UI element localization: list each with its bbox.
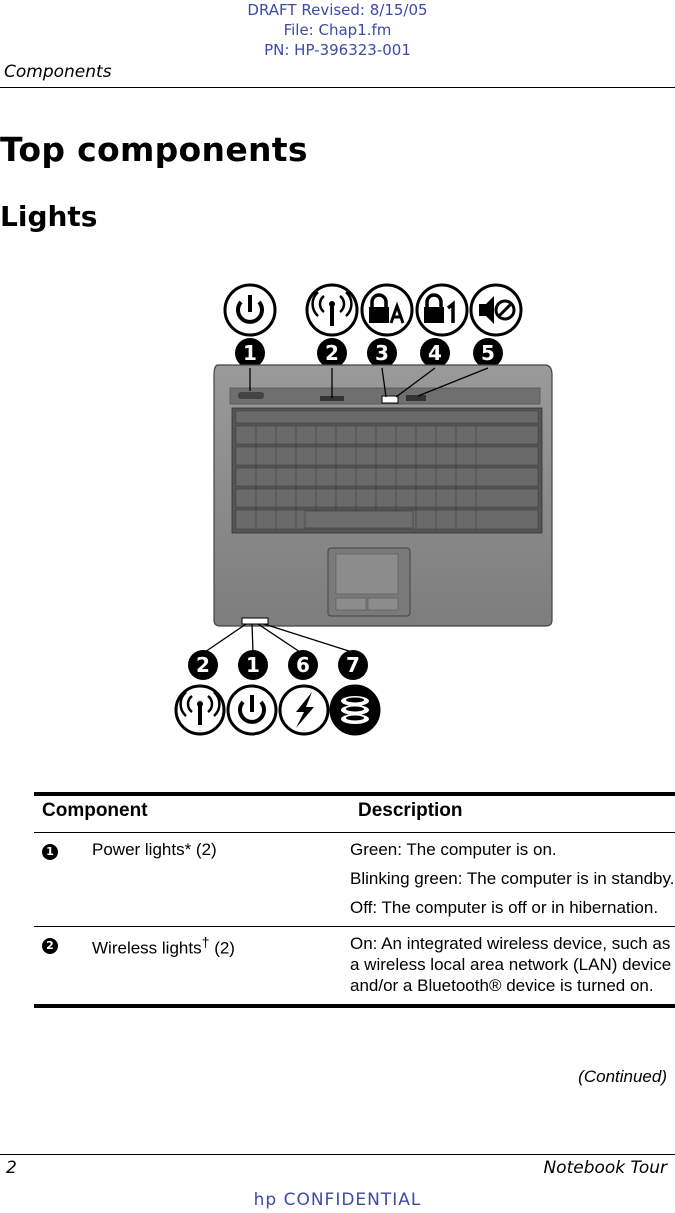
description-line: Off: The computer is off or in hibernation.: [350, 898, 659, 917]
description-cell: [350, 833, 675, 926]
footer-title: Notebook Tour: [543, 1158, 667, 1178]
component-cell: Power lights* (2): [92, 840, 217, 859]
callout-6-bottom: [288, 650, 318, 680]
num-lock-icon: [417, 285, 467, 335]
description-line: Green: The computer is on.: [350, 840, 557, 859]
table-row: [34, 927, 675, 1004]
callout-7-bottom: [338, 650, 368, 680]
column-header-component: Component: [42, 800, 148, 821]
draft-line-file: File: Chap1.fm: [283, 21, 392, 39]
wireless-icon: [176, 686, 224, 734]
dagger-footnote-mark: †: [201, 935, 210, 951]
draft-line-revised: DRAFT Revised: 8/15/05: [247, 1, 428, 19]
column-header-description: Description: [358, 800, 463, 821]
callout-3-top: [367, 338, 397, 368]
svg-text:4: 4: [428, 341, 442, 365]
wireless-icon: [307, 285, 357, 335]
caps-lock-icon: [362, 285, 412, 335]
callout-1-top: [235, 338, 265, 368]
description-line: On: An integrated wireless device, such as a wireless local area network (LAN) device and/or a Bluetooth® device is turned on.: [350, 934, 672, 995]
table-header-row: [34, 796, 675, 832]
row-number-badge: 2: [42, 938, 58, 954]
callout-5-top: [473, 338, 503, 368]
power-icon: [228, 686, 276, 734]
subsection-heading: Lights: [0, 200, 98, 233]
callout-1-bottom: [238, 650, 268, 680]
table-bottom-rule: [34, 1004, 675, 1008]
table-row: [34, 833, 675, 926]
power-icon: [225, 285, 275, 335]
header-rule: [0, 87, 675, 88]
callout-2-top: [317, 338, 347, 368]
page-number: 2: [6, 1158, 17, 1178]
continued-note: (Continued): [578, 1067, 667, 1086]
components-table: [34, 792, 675, 1008]
description-cell: [350, 927, 675, 1004]
running-head: Components: [4, 62, 112, 82]
svg-text:6: 6: [296, 653, 310, 677]
row-number-badge: 1: [42, 844, 58, 860]
svg-text:3: 3: [375, 341, 389, 365]
notebook-base: [214, 365, 552, 626]
svg-text:1: 1: [243, 341, 257, 365]
notebook-top-figure: [160, 280, 580, 740]
mute-icon: [471, 285, 521, 335]
svg-text:7: 7: [346, 653, 360, 677]
footer-rule: [0, 1154, 675, 1155]
callout-4-top: [420, 338, 450, 368]
battery-icon: [280, 686, 328, 734]
component-cell: Wireless lights† (2): [92, 935, 235, 958]
draft-line-pn: PN: HP-396323-001: [264, 41, 411, 59]
callout-2-bottom: [188, 650, 218, 680]
draft-stamp: [0, 0, 675, 60]
confidential-stamp: hp CONFIDENTIAL: [253, 1190, 422, 1210]
description-line: Blinking green: The computer is in standby.: [350, 869, 675, 888]
svg-text:2: 2: [325, 341, 339, 365]
svg-text:2: 2: [196, 653, 210, 677]
svg-text:5: 5: [481, 341, 495, 365]
section-heading: Top components: [0, 130, 308, 169]
svg-text:1: 1: [246, 653, 260, 677]
drive-icon: [331, 686, 379, 734]
